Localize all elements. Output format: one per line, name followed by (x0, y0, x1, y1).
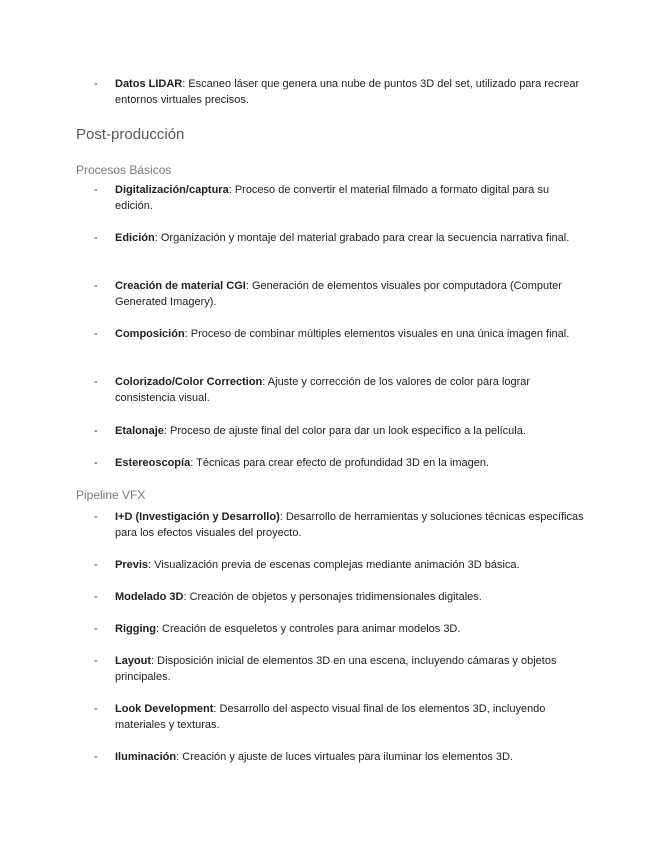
bullet-dash: - (94, 78, 98, 90)
item-desc: : Visualización previa de escenas complejas mediante animación 3D básica. (148, 559, 520, 571)
list-item (94, 749, 584, 765)
bullet-dash: - (94, 511, 98, 523)
bullet-dash: - (94, 559, 98, 571)
list-item (94, 326, 584, 342)
bullet-dash: - (94, 328, 98, 340)
item-desc: : Generación de elementos visuales por computadora (Computer Generated Imagery). (115, 280, 562, 308)
item-desc: : Escaneo láser que genera una nube de puntos 3D del set, utilizado para recrear entornos virtuales precisos. (115, 78, 580, 106)
item-desc: : Técnicas para crear efecto de profundidad 3D en la imagen. (190, 457, 490, 469)
item-term: Layout (115, 655, 152, 667)
item-term: Etalonaje (115, 425, 164, 437)
item-term: Composición (115, 328, 185, 340)
list-item (94, 423, 584, 439)
item-desc: : Creación de esqueletos y controles para animar modelos 3D. (155, 623, 461, 635)
bullet-dash: - (94, 623, 98, 635)
list-item (94, 278, 584, 310)
bullet-dash: - (94, 655, 98, 667)
bullet-dash: - (94, 751, 98, 763)
item-term: Iluminación (115, 751, 177, 763)
item-term: Creación de material CGI (115, 280, 246, 292)
subsection-title: Pipeline VFX (76, 488, 146, 502)
item-term: Previs (115, 559, 149, 571)
list-item-lidar (94, 76, 584, 108)
item-term: Digitalización/captura (115, 184, 229, 196)
item-desc: : Creación y ajuste de luces virtuales para iluminar los elementos 3D. (176, 751, 514, 763)
bullet-dash: - (94, 280, 98, 292)
item-term: Look Development (115, 703, 214, 715)
bullet-dash: - (94, 703, 98, 715)
item-desc: : Proceso de combinar múltiples elementos visuales en una única imagen final. (184, 328, 570, 340)
bullet-dash: - (94, 591, 98, 603)
item-desc: : Desarrollo de herramientas y soluciones técnicas específicas para los efectos visuales del proyecto. (115, 511, 584, 539)
list-item (94, 455, 584, 471)
list-item (94, 557, 584, 573)
list-item (94, 589, 584, 605)
item-term: I+D (Investigación y Desarrollo) (115, 511, 280, 523)
bullet-dash: - (94, 184, 98, 196)
list-item (94, 701, 584, 733)
item-term: Estereoscopía (115, 457, 191, 469)
item-desc: : Disposición inicial de elementos 3D en una escena, incluyendo cámaras y objetos principales. (115, 655, 557, 683)
item-desc: : Desarrollo del aspecto visual final de los elementos 3D, incluyendo materiales y texturas. (115, 703, 546, 731)
item-term: Datos LIDAR (115, 78, 183, 90)
item-desc: : Organización y montaje del material grabado para crear la secuencia narrativa final. (154, 232, 570, 244)
item-desc: : Proceso de ajuste final del color para dar un look específico a la película. (163, 425, 526, 437)
bullet-dash: - (94, 425, 98, 437)
list-item (94, 230, 584, 246)
item-desc: : Ajuste y corrección de los valores de color para lograr consistencia visual. (115, 376, 531, 404)
item-desc: : Proceso de convertir el material filmado a formato digital para su edición. (115, 184, 550, 212)
bullet-dash: - (94, 457, 98, 469)
item-desc: : Creación de objetos y personajes tridimensionales digitales. (183, 591, 482, 603)
item-term: Edición (115, 232, 155, 244)
bullet-dash: - (94, 232, 98, 244)
subsection-title: Procesos Básicos (76, 163, 172, 177)
list-item (94, 509, 584, 541)
list-item (94, 182, 584, 214)
list-item (94, 653, 584, 685)
list-item (94, 374, 584, 406)
item-term: Modelado 3D (115, 591, 184, 603)
item-term: Rigging (115, 623, 156, 635)
bullet-dash: - (94, 376, 98, 388)
section-title: Post-producción (76, 126, 185, 143)
item-term: Colorizado/Color Correction (115, 376, 263, 388)
list-item (94, 621, 584, 637)
